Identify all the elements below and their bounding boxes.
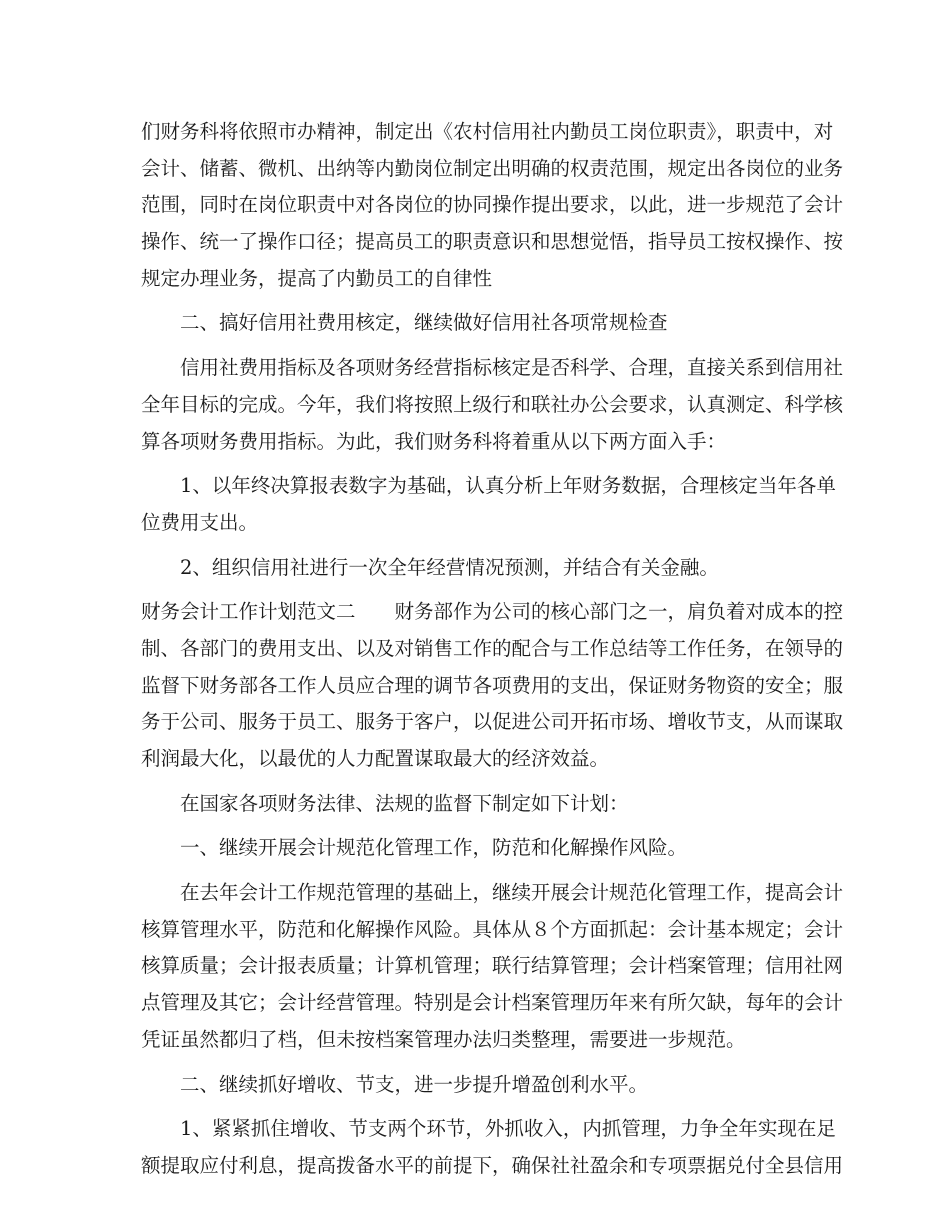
text-line: 额提取应付利息，提高拨备水平的前提下，确保社社盈余和专项票据兑付全县信用 (141, 1153, 844, 1177)
text-line: 会计、储蓄、微机、出纳等内勤岗位制定出明确的权责范围，规定出各岗位的业务 (141, 156, 844, 180)
text-line: 核算质量；会计报表质量；计算机管理；联行结算管理；会计档案管理；信用社网 (141, 954, 844, 978)
text-line: 算各项财务费用指标。为此，我们财务科将着重从以下两方面入手： (141, 429, 727, 453)
section-heading: 一、继续开展会计规范化管理工作，防范和化解操作风险。 (141, 836, 688, 860)
paragraph (141, 875, 844, 1058)
text-line: 信用社费用指标及各项财务经营指标核定是否科学、合理，直接关系到信用社 (141, 356, 844, 380)
paragraph-continuation (141, 114, 844, 297)
list-item (141, 1111, 844, 1184)
text-line: 利润最大化，以最优的人力配置谋取最大的经济效益。 (141, 747, 610, 770)
text-line: 1、紧紧抓住增收、节支两个环节，外抓收入，内抓管理，力争全年实现在足 (141, 1117, 836, 1141)
text-line: 操作、统一了操作口径；提高员工的职责意识和思想觉悟，指导员工按权操作、按 (141, 230, 844, 254)
text-line: 财务会计工作计划范文二 财务部作为公司的核心部门之一，肩负着对成本的控 (141, 600, 844, 624)
text-line: 制、各部门的费用支出、以及对销售工作的配合与工作总结等工作任务，在领导的 (141, 636, 844, 660)
text-line: 位费用支出。 (141, 510, 259, 534)
section-heading: 二、继续抓好增收、节支，进一步提升增盈创利水平。 (141, 1072, 649, 1096)
text-line: 规定办理业务，提高了内勤员工的自律性 (141, 266, 493, 290)
text-line: 点管理及其它；会计经营管理。特别是会计档案管理历年来有所欠缺，每年的会计 (141, 991, 844, 1015)
text-line: 全年目标的完成。今年，我们将按照上级行和联社办公会要求，认真测定、科学核 (141, 392, 844, 416)
text-line: 凭证虽然都归了档，但未按档案管理办法归类整理，需要进一步规范。 (141, 1027, 746, 1051)
text-line: 监督下财务部各工作人员应合理的调节各项费用的支出，保证财务物资的安全；服 (141, 673, 844, 697)
document-body (141, 114, 844, 1185)
section-heading: 二、搞好信用社费用核定，继续做好信用社各项常规检查 (141, 311, 668, 335)
text-line: 们财务科将依照市办精神，制定出《农村信用社内勤员工岗位职责》，职责中，对 (141, 120, 834, 143)
paragraph (141, 350, 844, 460)
paragraph: 在国家各项财务法律、法规的监督下制定如下计划： (141, 791, 629, 815)
paragraph (141, 594, 844, 777)
text-line: 在去年会计工作规范管理的基础上，继续开展会计规范化管理工作，提高会计 (141, 881, 844, 905)
text-line: 核算管理水平，防范和化解操作风险。具体从８个方面抓起：会计基本规定；会计 (141, 917, 844, 941)
text-line: 1、以年终决算报表数字为基础，认真分析上年财务数据，合理核定当年各单 (141, 474, 836, 498)
list-item: 2、组织信用社进行一次全年经营情况预测，并结合有关金融。 (141, 555, 719, 579)
text-line: 范围，同时在岗位职责中对各岗位的协同操作提出要求，以此，进一步规范了会计 (141, 193, 844, 217)
list-item (141, 468, 836, 541)
text-line: 务于公司、服务于员工、服务于客户，以促进公司开拓市场、增收节支，从而谋取 (141, 710, 844, 734)
